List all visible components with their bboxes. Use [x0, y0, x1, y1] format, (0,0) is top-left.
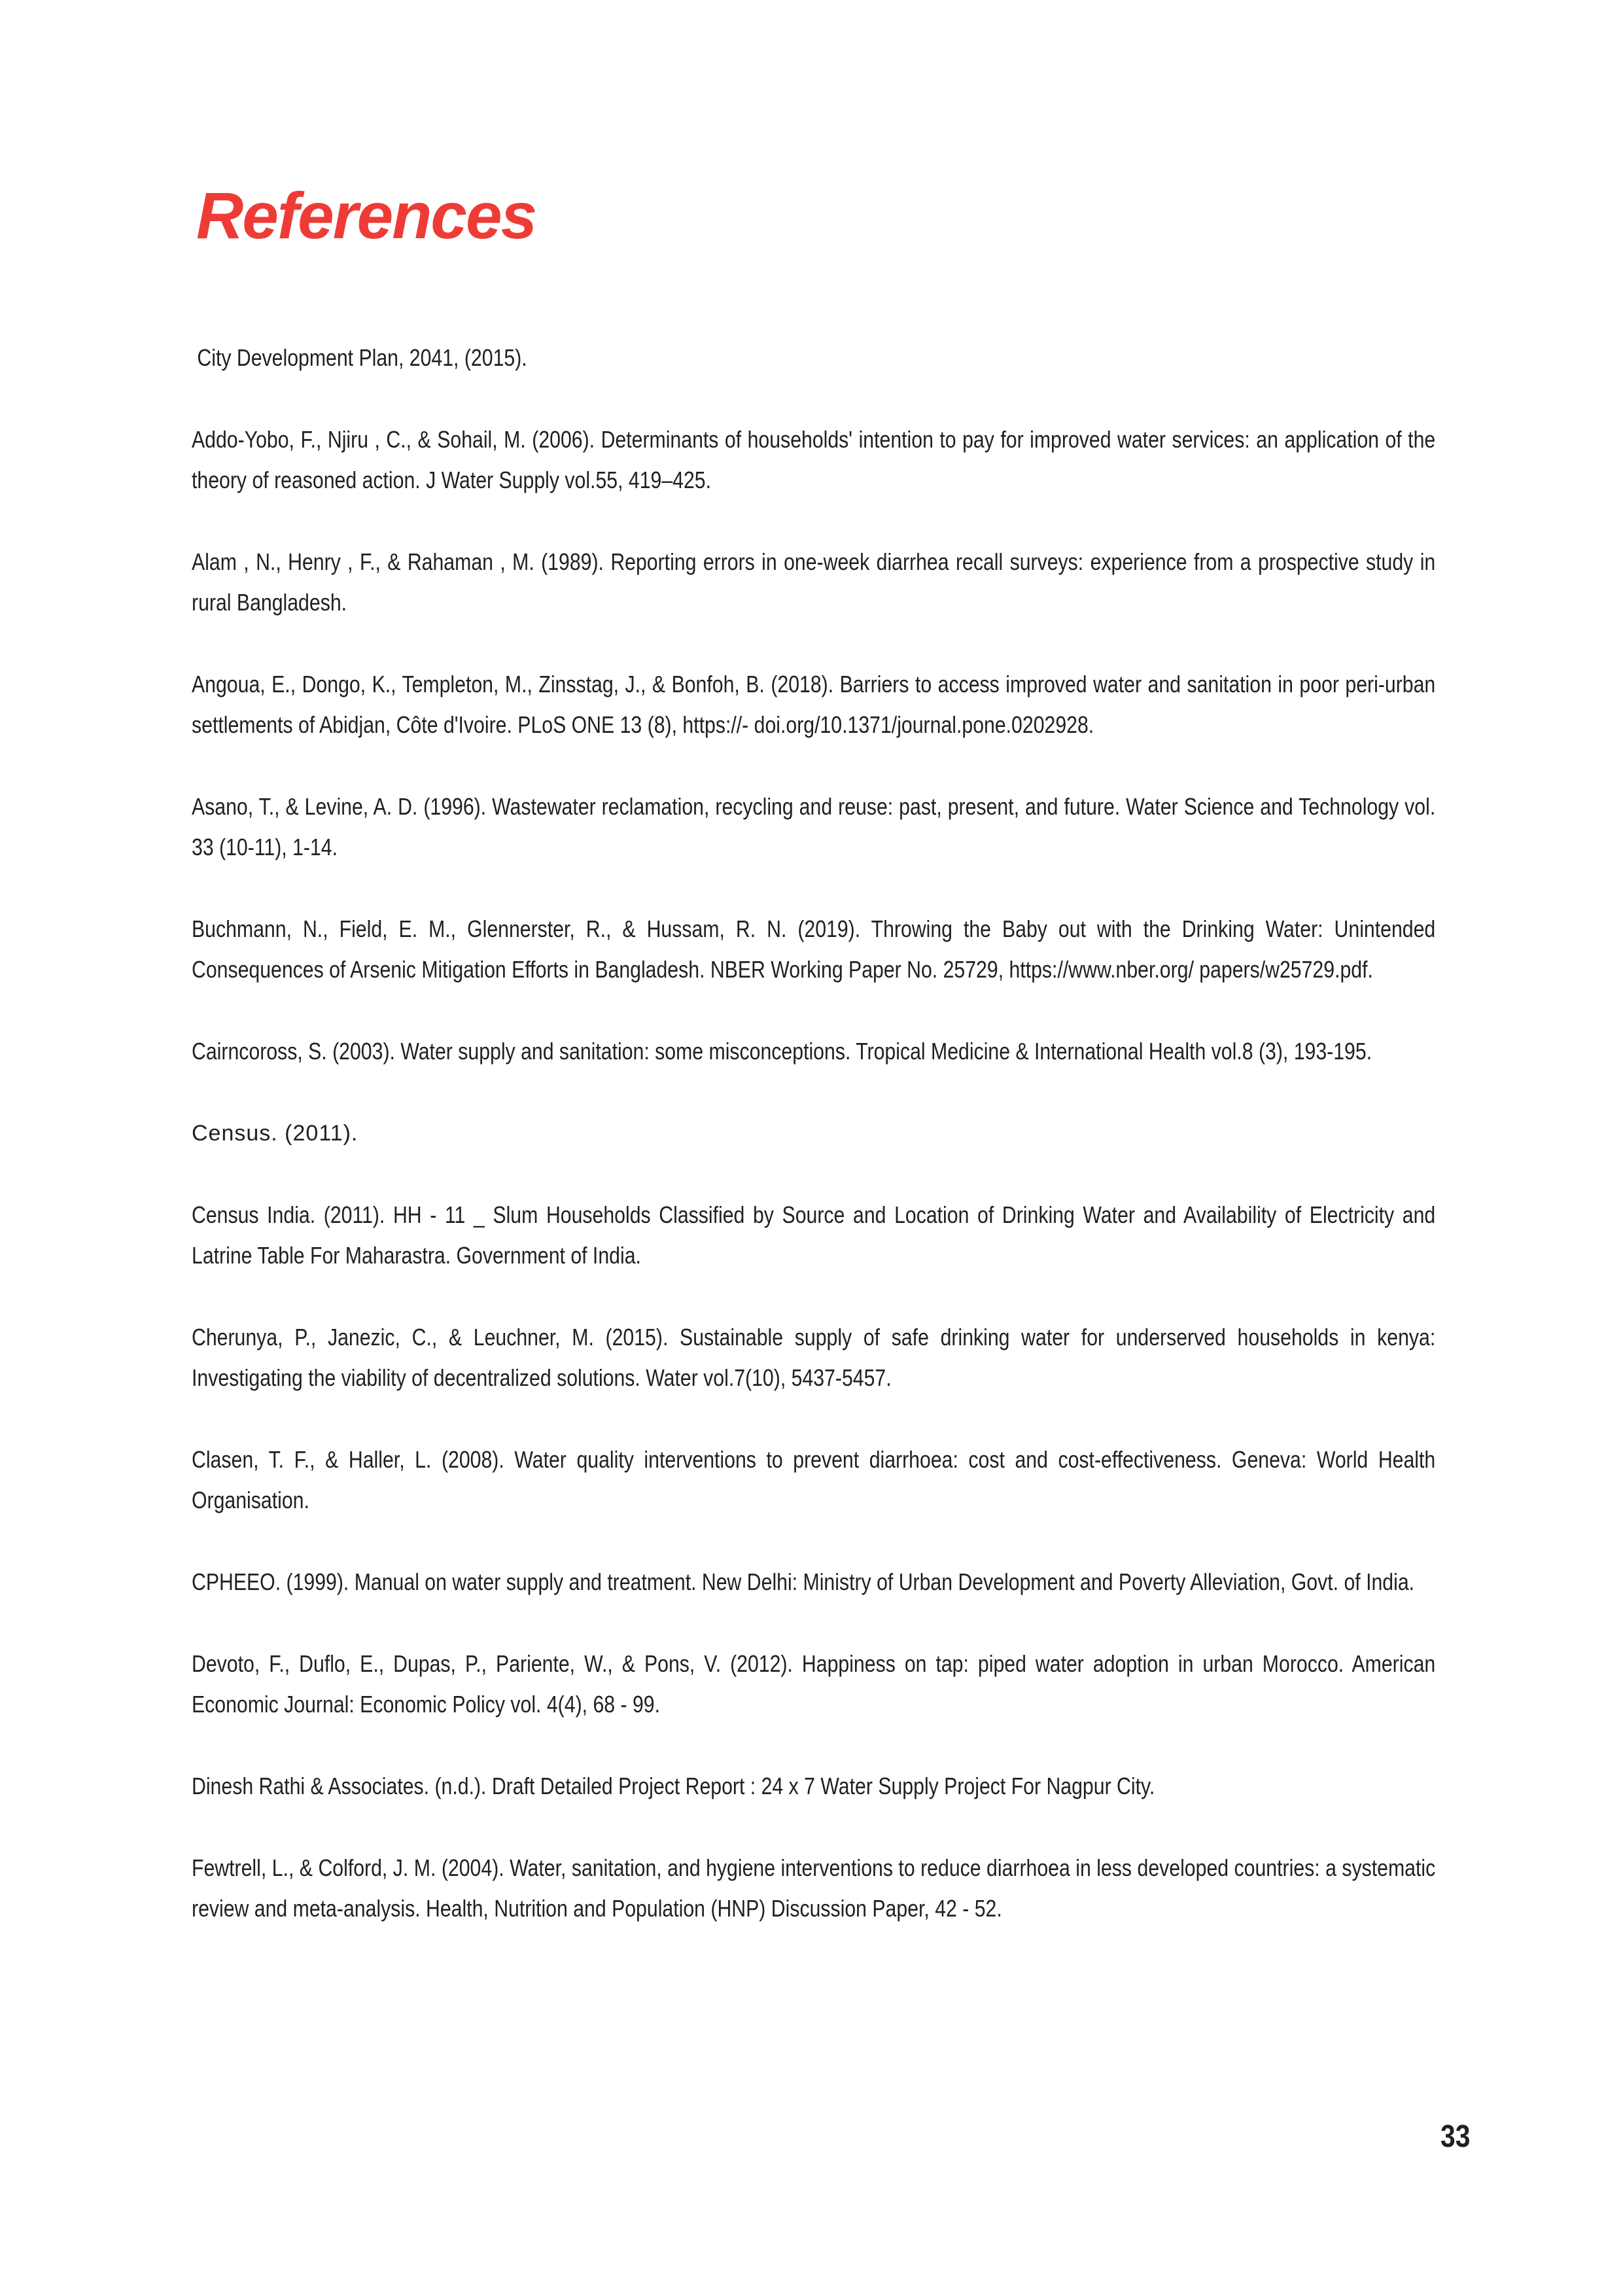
reference-item: Devoto, F., Duflo, E., Dupas, P., Pariente, W., & Pons, V. (2012). Happiness on tap: piped water adoption in urban Morocco. American Economic Journal: Economic Policy vol. 4(4), 68 - 99. [192, 1650, 1436, 1718]
reference-list [192, 338, 1436, 1970]
reference-item: Fewtrell, L., & Colford, J. M. (2004). Water, sanitation, and hygiene interventions to reduce diarrhoea in less developed countries: a systematic review and meta-analysis. Health, Nutrition and Population (HNP) Discussion Paper, 42 - 52. [192, 1854, 1436, 1922]
reference-item: CPHEEO. (1999). Manual on water supply and treatment. New Delhi: Ministry of Urban Development and Poverty Alleviation, Govt. of India. [192, 1568, 1415, 1595]
reference-item: City Development Plan, 2041, (2015). [197, 344, 527, 371]
reference-item: Asano, T., & Levine, A. D. (1996). Wastewater reclamation, recycling and reuse: past, present, and future. Water Science and Technology vol. 33 (10-11), 1-14. [192, 793, 1436, 860]
reference-item: Addo-Yobo, F., Njiru , C., & Sohail, M. (2006). Determinants of households' intention to pay for improved water services: an application of the theory of reasoned action. J Water Supply vol.55, 419–425. [192, 426, 1436, 493]
reference-item: Buchmann, N., Field, E. M., Glennerster, R., & Hussam, R. N. (2019). Throwing the Baby out with the Drinking Water: Unintended Consequences of Arsenic Mitigation Efforts in Bangladesh. NBER Working Paper No. 25729, https://www.nber.org/ papers/w25729.pdf. [192, 915, 1436, 983]
reference-item: Census India. (2011). HH - 11 _ Slum Households Classified by Source and Location of Drinking Water and Availability of Electricity and Latrine Table For Maharastra. Government of India. [192, 1201, 1436, 1269]
page-number: 33 [1440, 2119, 1471, 2154]
reference-item: Census. (2011). [192, 1121, 358, 1146]
page-title: References [196, 179, 536, 253]
reference-item: Alam , N., Henry , F., & Rahaman , M. (1989). Reporting errors in one-week diarrhea recall surveys: experience from a prospective study in rural Bangladesh. [192, 548, 1436, 616]
reference-item: Cairncoross, S. (2003). Water supply and sanitation: some misconceptions. Tropical Medicine & International Health vol.8 (3), 193-195. [192, 1038, 1372, 1065]
reference-item: Dinesh Rathi & Associates. (n.d.). Draft Detailed Project Report : 24 x 7 Water Supply Project For Nagpur City. [192, 1773, 1155, 1799]
reference-item: Cherunya, P., Janezic, C., & Leuchner, M. (2015). Sustainable supply of safe drinking water for underserved households in kenya: Investigating the viability of decentralized solutions. Water vol.7(10), 5437-5457. [192, 1324, 1436, 1391]
reference-item: Clasen, T. F., & Haller, L. (2008). Water quality interventions to prevent diarrhoea: cost and cost-effectiveness. Geneva: World Health Organisation. [192, 1446, 1436, 1513]
reference-item: Angoua, E., Dongo, K., Templeton, M., Zinsstag, J., & Bonfoh, B. (2018). Barriers to access improved water and sanitation in poor peri-urban settlements of Abidjan, Côte d'Ivoire. PLoS ONE 13 (8), https://- doi.org/10.1371/journal.pone.0202928. [192, 671, 1436, 738]
